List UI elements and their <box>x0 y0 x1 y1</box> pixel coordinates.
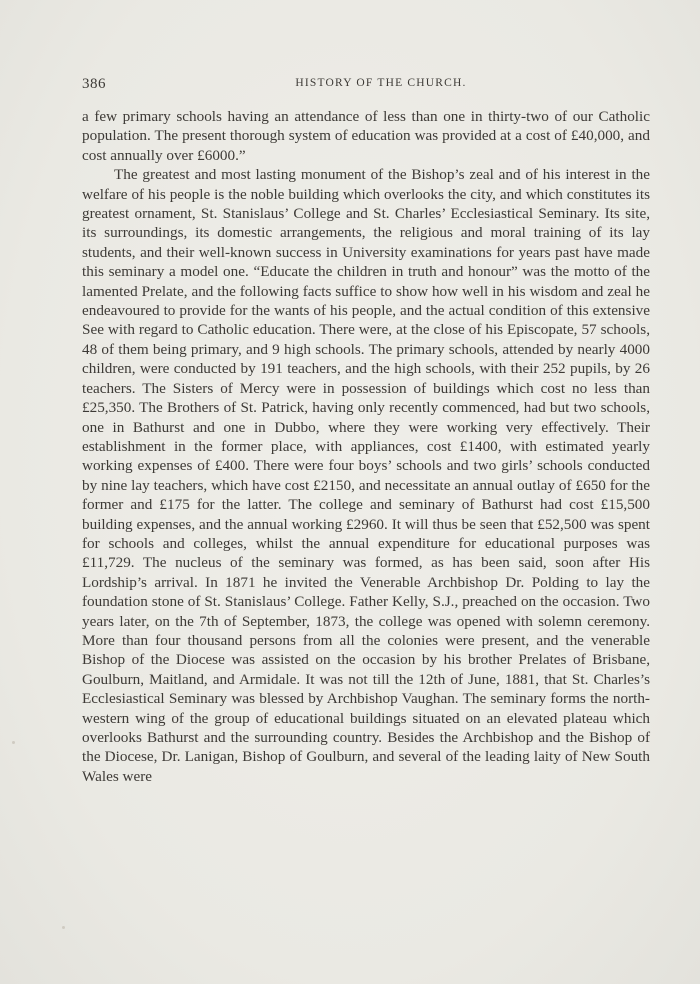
page-header <box>82 76 650 96</box>
paragraph-continuation: a few primary schools having an attendance of less than one in thirty-two of our Catholic population. The present thorough system of education was provided at a cost of £40,000, and cost annually over £6000.” <box>82 108 650 164</box>
running-head: HISTORY OF THE CHURCH. <box>295 77 467 89</box>
paper-speck <box>12 741 15 744</box>
body-text <box>82 107 650 786</box>
page-number: 386 <box>82 76 106 92</box>
paper-speck <box>62 926 65 929</box>
paragraph-seminary: The greatest and most lasting monument of the Bishop’s zeal and of his interest in the welfare of his people is the noble building which overlooks the city, and which constitutes its greatest ornament, St. Stanislaus’ College and St. Charles’ Ecclesiastical Seminary. Its site, its surroundings, its domestic arrangements, the religious and moral training of its lay students, and their well-known success in University examinations for years past have made this seminary a model one. “Educate the children in truth and honour” was the motto of the lamented Prelate, and the following facts suffice to show how well in his wisdom and zeal he endeavoured to provide for the wants of his people, and the actual condition of this extensive See with regard to Catholic education. There were, at the close of his Episcopate, 57 schools, 48 of them being primary, and 9 high schools. The primary schools, attended by nearly 4000 children, were conducted by 191 teachers, and the high schools, with their 252 pupils, by 26 teachers. The Sisters of Mercy were in possession of buildings which cost no less than £25,350. The Brothers of St. Patrick, having only recently commenced, had but two schools, one in Bathurst and one in Dubbo, where they were working very effectively. Their establishment in the former place, with appliances, cost £1400, with estimated yearly working expenses of £400. There were four boys’ schools and two girls’ schools conducted by nine lay teachers, which have cost £2150, and necessitate an annual outlay of £650 for the former and £175 for the latter. The college and seminary of Bathurst had cost £15,500 building expenses, and the annual working £2960. It will thus be seen that £52,500 was spent for schools and colleges, whilst the annual expenditure for educational purposes was £11,729. The nucleus of the seminary was formed, as has been said, soon after His Lordship’s arrival. In 1871 he invited the Venerable Archbishop Dr. Polding to lay the foundation stone of St. Stanislaus’ College. Father Kelly, S.J., preached on the occasion. Two years later, on the 7th of September, 1873, the college was opened with solemn ceremony. More than four thousand persons from all the colonies were present, and the venerable Bishop of the Diocese was assisted on the occasion by his brother Prelates of Brisbane, Goulburn, Maitland, and Armidale. It was not till the 12th of June, 1881, that St. Charles’s Ecclesiastical Seminary was blessed by Archbishop Vaughan. The seminary forms the north-western wing of the group of educational buildings situated on an elevated plateau which overlooks Bathurst and the surrounding country. Besides the Archbishop and the Bishop of the Diocese, Dr. Lanigan, Bishop of Goulburn, and several of the leading laity of New South Wales were <box>82 166 650 785</box>
